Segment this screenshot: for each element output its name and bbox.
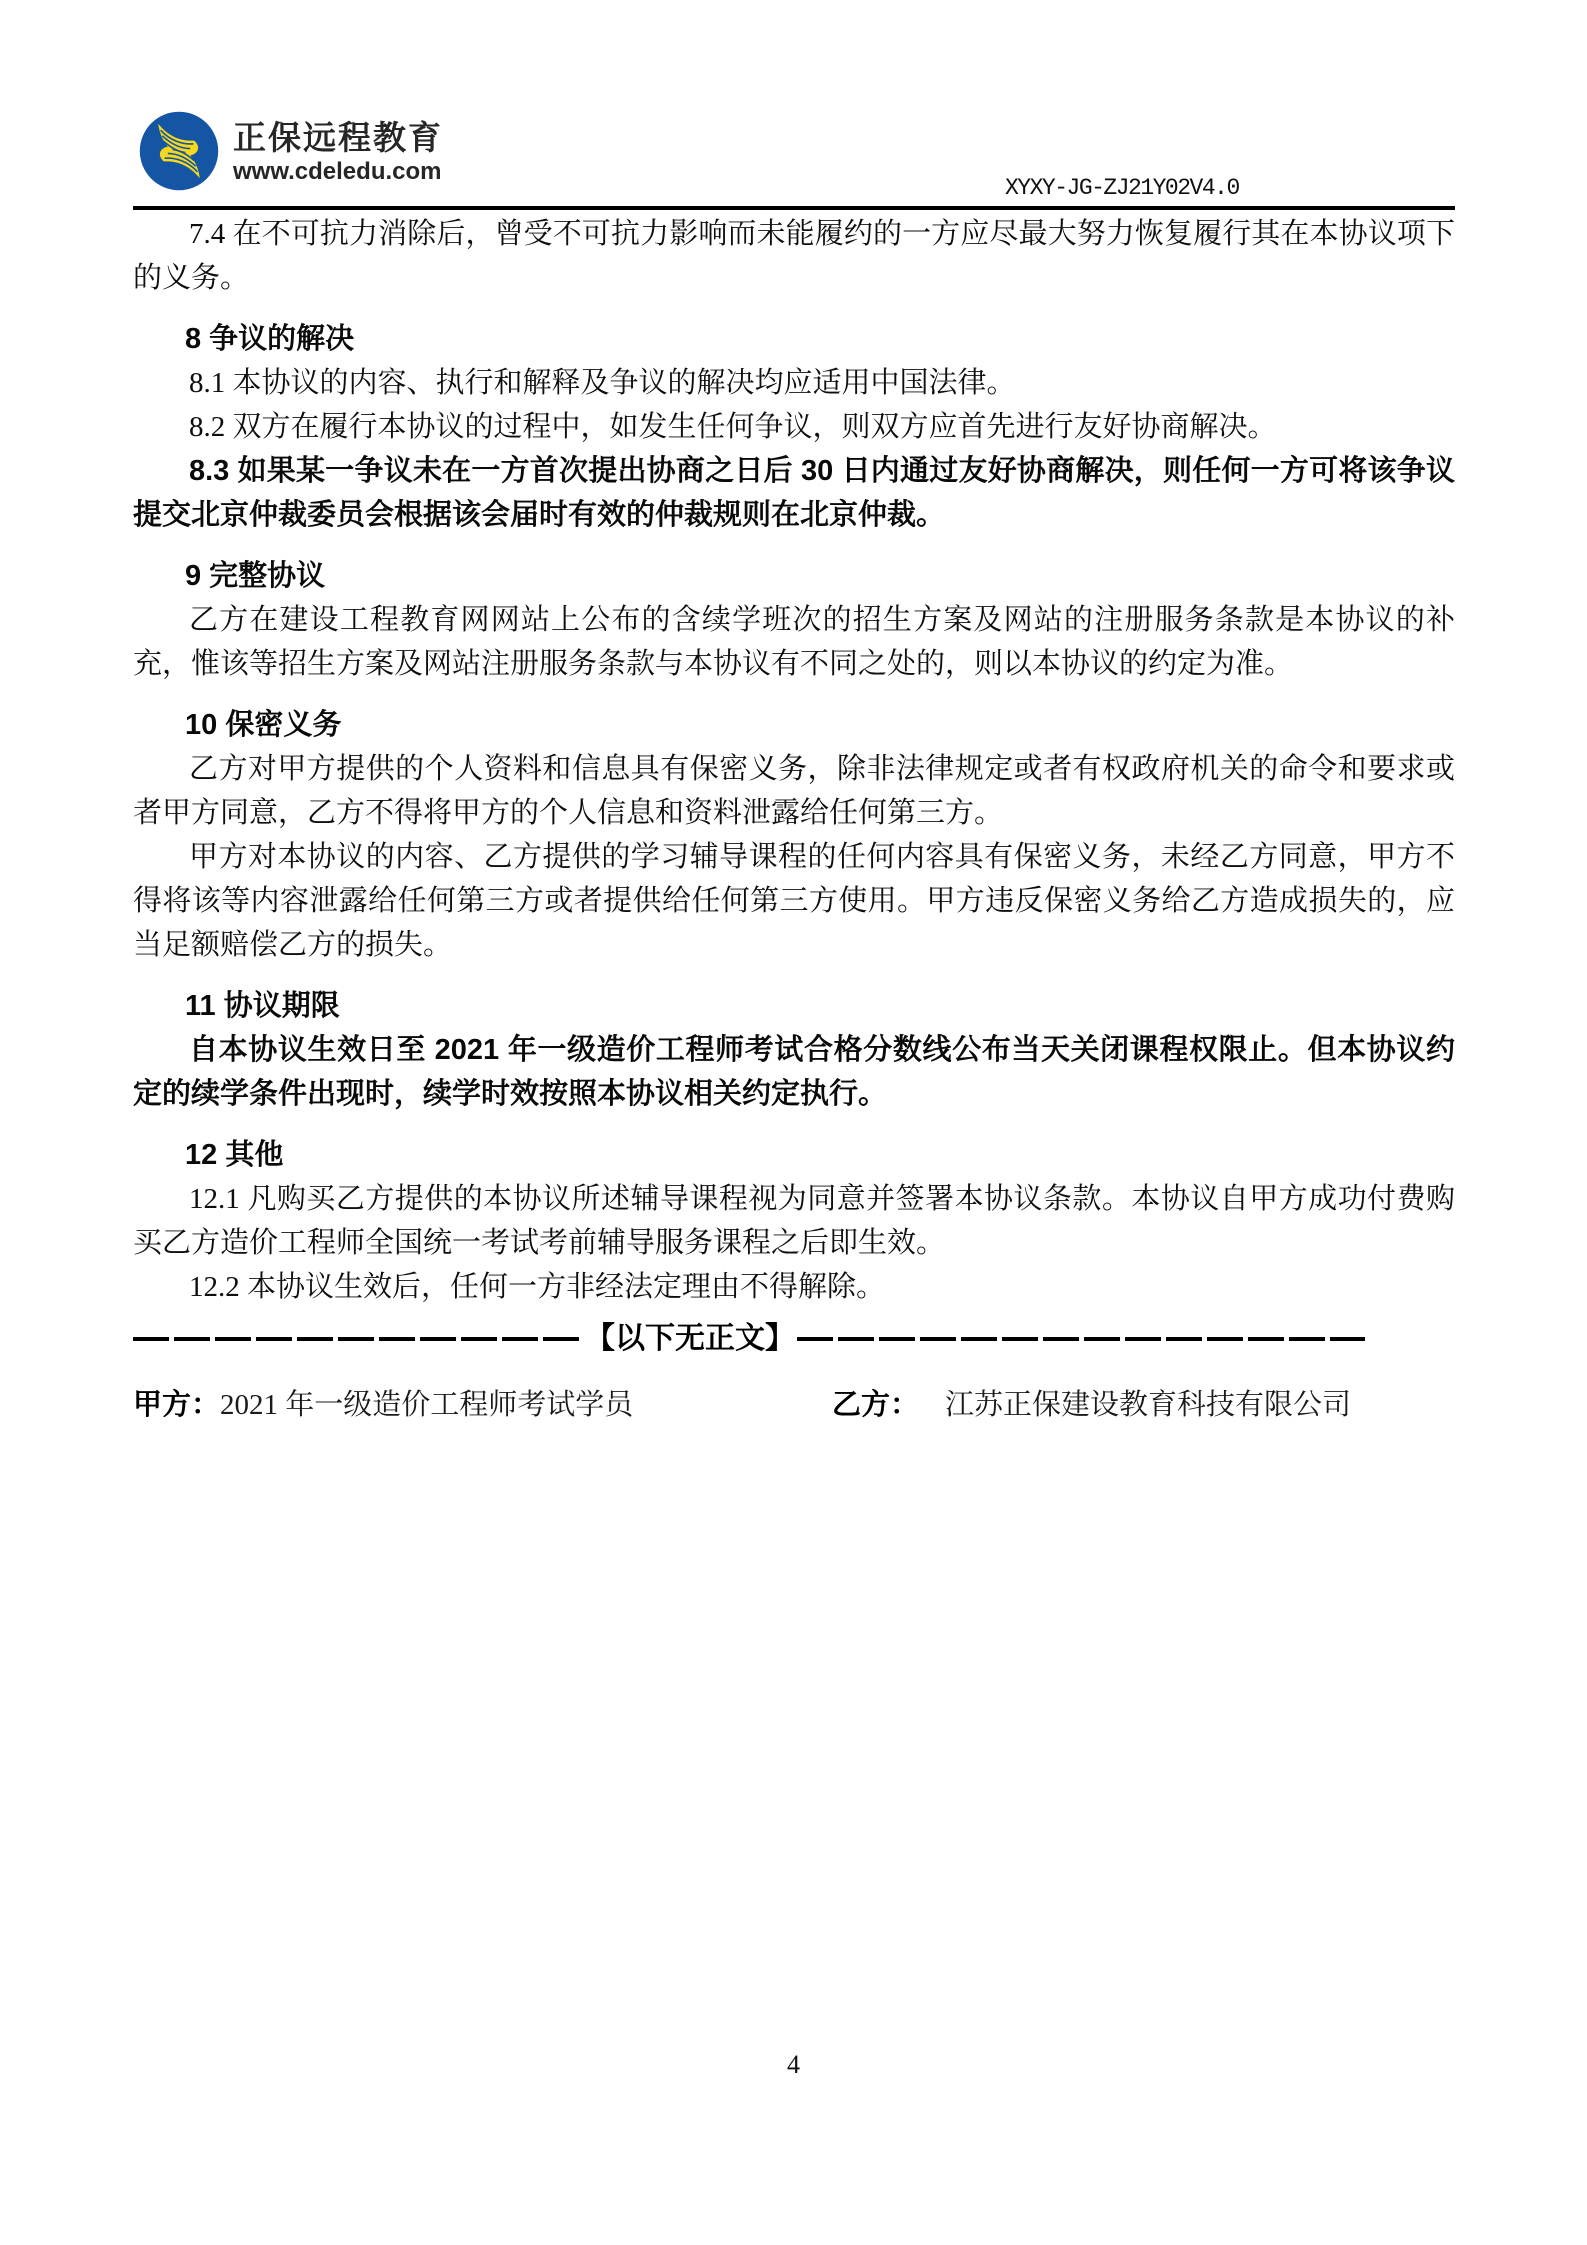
party-a-signature xyxy=(133,1382,633,1423)
clause-8-3: 8.3 如果某一争议未在一方首次提出协商之日后 30 日内通过友好协商解决，则任何一方可将该争议提交北京仲裁委员会根据该会届时有效的仲裁规则在北京仲裁。 xyxy=(133,455,1455,531)
section-12-title: 12 其他 xyxy=(185,1139,284,1171)
party-b-label: 乙方： xyxy=(832,1389,920,1421)
brand-website: www.cdeledu.com xyxy=(233,158,442,185)
header-rule xyxy=(133,206,1455,210)
divider-dash-right xyxy=(797,1337,1365,1341)
signature-row xyxy=(133,1382,1455,1426)
end-of-text-label: 【以下无正文】 xyxy=(585,1322,795,1355)
section-9-title: 9 完整协议 xyxy=(185,560,326,592)
doc-code: XYXY-JG-ZJ21Y02V4.0 xyxy=(1005,175,1239,201)
brand-name: 正保远程教育 xyxy=(233,119,443,156)
section-11-title: 11 协议期限 xyxy=(185,990,340,1022)
party-a-value: 2021 年一级造价工程师考试学员 xyxy=(220,1389,634,1421)
clause-9: 乙方在建设工程教育网网站上公布的含续学班次的招生方案及网站的注册服务条款是本协议的补充，惟该等招生方案及网站注册服务条款与本协议有不同之处的，则以本协议的约定为准。 xyxy=(133,604,1455,680)
party-a-label: 甲方： xyxy=(133,1389,221,1421)
clause-12-2: 12.2 本协议生效后，任何一方非经法定理由不得解除。 xyxy=(189,1271,886,1303)
party-b-value: 江苏正保建设教育科技有限公司 xyxy=(945,1389,1352,1421)
clause-10-1: 乙方对甲方提供的个人资料和信息具有保密义务，除非法律规定或者有权政府机关的命令和要求或者甲方同意，乙方不得将甲方的个人信息和资料泄露给任何第三方。 xyxy=(133,753,1455,829)
clause-8-2: 8.2 双方在履行本协议的过程中，如发生任何争议，则双方应首先进行友好协商解决。 xyxy=(189,411,1277,443)
brand-logo-icon xyxy=(139,110,219,192)
clause-12-1: 12.1 凡购买乙方提供的本协议所述辅导课程视为同意并签署本协议条款。本协议自甲方成功付费购买乙方造价工程师全国统一考试考前辅导服务课程之后即生效。 xyxy=(133,1183,1455,1259)
end-of-text-divider xyxy=(133,1317,1365,1361)
divider-dash-left xyxy=(133,1337,583,1341)
clause-10-2: 甲方对本协议的内容、乙方提供的学习辅导课程的任何内容具有保密义务，未经乙方同意，甲方不得将该等内容泄露给任何第三方或者提供给任何第三方使用。甲方违反保密义务给乙方造成损失的，应当足额赔偿乙方的损失。 xyxy=(133,841,1455,961)
section-8-title: 8 争议的解决 xyxy=(185,323,355,355)
brand-logo xyxy=(139,110,443,192)
party-b-signature xyxy=(832,1382,1351,1423)
clause-11: 自本协议生效日至 2021 年一级造价工程师考试合格分数线公布当天关闭课程权限止。但本协议约定的续学条件出现时，续学时效按照本协议相关约定执行。 xyxy=(133,1034,1455,1110)
clause-8-1: 8.1 本协议的内容、执行和解释及争议的解决均应适用中国法律。 xyxy=(189,367,1016,399)
brand-text-block xyxy=(233,120,443,185)
contract-body xyxy=(133,212,1455,1361)
clause-7-4: 7.4 在不可抗力消除后，曾受不可抗力影响而未能履约的一方应尽最大努力恢复履行其在本协议项下的义务。 xyxy=(133,218,1455,294)
section-10-title: 10 保密义务 xyxy=(185,709,342,741)
page-number: 4 xyxy=(787,2050,800,2079)
